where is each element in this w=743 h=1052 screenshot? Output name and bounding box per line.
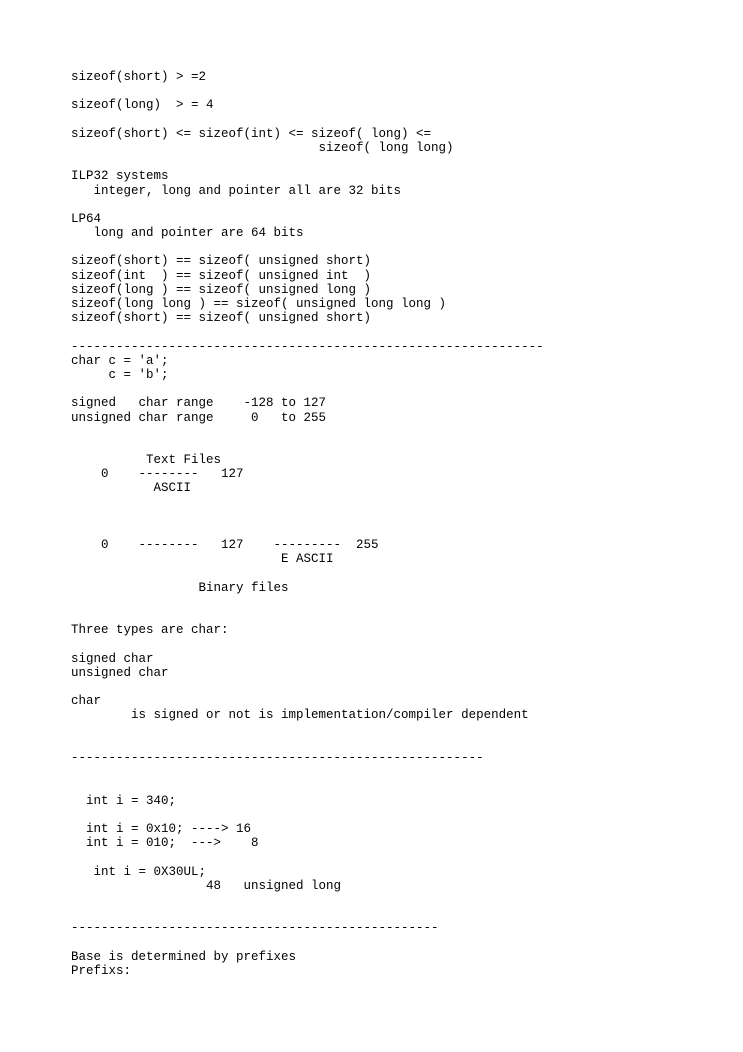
text-line: LP64 [71,211,102,226]
text-line: signed char [71,651,154,666]
text-line: sizeof(int ) == sizeof( unsigned int ) [71,268,372,283]
text-line: c = 'b'; [71,367,169,382]
text-line [71,524,731,538]
text-line: sizeof(short) == sizeof( unsigned short) [71,311,372,326]
text-line [71,567,731,581]
text-line: int i = 010; ---> 8 [71,836,259,851]
text-line: unsigned char range 0 to 255 [71,410,327,425]
text-line: 48 unsigned long [71,878,342,893]
text-line [71,779,731,793]
text-line [71,808,731,822]
divider-line: ------------------------------------------------- [71,921,439,936]
text-line [71,680,731,694]
text-line: ILP32 systems [71,169,169,184]
text-line [71,439,731,453]
text-line [71,737,731,751]
text-line: Three types are char: [71,623,229,638]
text-line [71,609,731,623]
text-line [71,425,731,439]
divider-line: ------------------------------------------------------- [71,751,484,765]
text-line: int i = 340; [71,793,177,808]
text-line: Prefixs: [71,963,132,978]
text-line: sizeof(short) <= sizeof(int) <= sizeof( long) <= [71,126,432,141]
text-line: sizeof(long) > = 4 [71,98,214,113]
document-page [71,70,731,978]
text-line: integer, long and pointer all are 32 bits [71,183,402,198]
text-line: unsigned char [71,665,169,680]
text-line [71,84,731,98]
text-line: int i = 0X30UL; [71,864,207,879]
text-line: signed char range -128 to 127 [71,396,327,411]
text-line [71,155,731,169]
text-line [71,723,731,737]
text-line [71,893,731,907]
text-line [71,935,731,949]
text-line [71,240,731,254]
text-line: sizeof( long long) [71,140,454,155]
text-line [71,907,731,921]
text-line [71,765,731,779]
text-line [71,638,731,652]
text-line [71,510,731,524]
text-line: sizeof(long long ) == sizeof( unsigned long long ) [71,297,447,311]
text-line: ASCII [71,481,192,496]
divider-line: --------------------------------------------------------------- [71,339,544,354]
text-line: Binary files [71,580,289,595]
text-line: 0 -------- 127 [71,467,244,482]
text-line: char c = 'a'; [71,353,169,368]
text-line: Base is determined by prefixes [71,949,297,964]
text-line [71,496,731,510]
text-line: 0 -------- 127 --------- 255 [71,538,379,553]
text-line [71,325,731,339]
text-line: Text Files [71,453,222,468]
text-line: E ASCII [71,552,334,567]
text-line: sizeof(short) > =2 [71,70,207,84]
text-line: is signed or not is implementation/compiler dependent [71,708,529,723]
text-line: int i = 0x10; ----> 16 [71,821,252,836]
text-line [71,850,731,864]
text-line [71,113,731,127]
text-line: char [71,694,102,709]
text-line [71,382,731,396]
text-line: sizeof(long ) == sizeof( unsigned long ) [71,282,372,297]
text-line [71,198,731,212]
text-line [71,595,731,609]
text-line: long and pointer are 64 bits [71,226,304,241]
text-line: sizeof(short) == sizeof( unsigned short) [71,254,372,269]
